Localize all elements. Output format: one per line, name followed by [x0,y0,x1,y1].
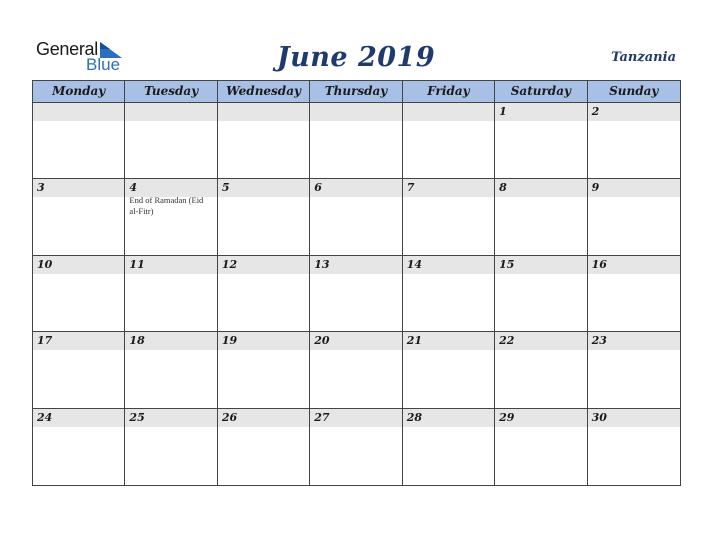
day-cell [218,256,310,332]
day-cell-date-bar [125,332,216,350]
weekday-header-tuesday: Tuesday [125,81,217,103]
day-cell [310,103,402,179]
country-label: Tanzania [611,50,676,65]
day-number: 8 [499,181,507,195]
day-cell-date-bar [495,256,586,274]
day-number: 17 [37,334,53,348]
calendar-grid [32,80,681,486]
day-cell [495,179,587,255]
day-cell-date-bar [33,409,124,427]
day-cell-date-bar [403,409,494,427]
day-cell [125,179,217,255]
logo-text-general: General [36,39,98,59]
day-cell-date-bar [495,179,586,197]
day-cell-date-bar [588,332,680,350]
day-cell [310,332,402,408]
day-number: 26 [221,410,238,424]
day-cell [495,332,587,408]
page-title: June 2019 [276,42,436,73]
day-cell-date-bar [218,179,309,197]
day-cell [588,179,680,255]
day-cell-date-bar [588,256,680,274]
day-cell [33,409,125,485]
day-cell-date-bar [403,179,494,197]
day-cell-date-bar [33,332,124,350]
day-cell-date-bar [588,179,680,197]
day-cell [310,409,402,485]
day-cell [495,103,587,179]
day-cell-date-bar [495,409,586,427]
day-number: 1 [499,105,507,118]
day-cell [125,256,217,332]
day-number: 27 [314,410,330,424]
day-number: 4 [129,181,138,195]
day-cell-date-bar [218,332,309,350]
day-cell-date-bar [588,409,680,427]
day-number: 16 [591,257,607,271]
day-cell [403,332,495,408]
day-number: 7 [406,181,415,195]
weekday-header-thursday: Thursday [310,81,402,103]
day-cell [403,256,495,332]
day-cell-date-bar [588,103,680,121]
day-cell [403,103,495,179]
day-number: 20 [314,334,330,348]
day-cell-date-bar [125,256,216,274]
day-cell-date-bar [495,332,586,350]
day-number: 19 [221,334,238,348]
day-cell [495,409,587,485]
day-cell-date-bar [33,179,124,197]
day-cell [33,332,125,408]
day-number: 9 [591,181,600,195]
day-cell [218,103,310,179]
day-number: 2 [591,105,600,118]
day-cell-date-bar [495,103,586,121]
day-cell [33,256,125,332]
day-number: 15 [499,257,515,271]
day-number: 29 [499,410,515,424]
logo-text-blue: Blue [86,55,121,74]
day-number: 23 [591,334,607,348]
day-number: 6 [314,181,322,195]
day-number: 3 [37,181,45,195]
day-cell-date-bar [125,103,216,121]
day-cell [218,409,310,485]
day-cell-date-bar [403,332,494,350]
day-cell [588,332,680,408]
day-number: 21 [406,334,423,348]
day-cell [310,256,402,332]
day-cell-date-bar [310,409,401,427]
day-cell-date-bar [403,256,494,274]
day-cell [33,179,125,255]
weekday-header-saturday: Saturday [495,81,587,103]
day-cell [218,179,310,255]
day-cell [125,409,217,485]
day-cell [403,179,495,255]
day-cell-date-bar [125,409,216,427]
day-number: 25 [129,410,145,424]
day-cell [125,103,217,179]
day-cell-date-bar [310,256,401,274]
day-cell [310,179,402,255]
day-cell-date-bar [33,256,124,274]
day-cell [33,103,125,179]
day-cell-date-bar [33,103,124,121]
day-number: 10 [37,257,53,271]
day-cell-date-bar [310,179,401,197]
day-number: 28 [406,410,423,424]
day-cell-date-bar [310,103,401,121]
day-number: 12 [221,257,238,271]
day-cell-date-bar [310,332,401,350]
day-number: 22 [499,334,515,348]
day-cell-date-bar [218,409,309,427]
day-cell [495,256,587,332]
day-cell [588,103,680,179]
day-number: 24 [37,410,53,424]
weekday-header-friday: Friday [403,81,495,103]
day-number: 5 [221,181,230,195]
day-cell-date-bar [403,103,494,121]
weekday-header-monday: Monday [33,81,125,103]
day-cell [403,409,495,485]
day-number: 13 [314,257,330,271]
holiday-event: End of Ramadan (Eid al-Fitr) [129,195,204,217]
day-cell [218,332,310,408]
weekday-header-wednesday: Wednesday [218,81,310,103]
day-number: 30 [591,410,607,424]
day-cell [125,332,217,408]
day-number: 11 [129,257,145,271]
day-number: 14 [406,257,423,271]
weekday-header-sunday: Sunday [588,81,680,103]
day-cell [588,256,680,332]
day-cell-date-bar [218,256,309,274]
day-number: 18 [129,334,145,348]
day-cell-date-bar [218,103,309,121]
day-cell [588,409,680,485]
